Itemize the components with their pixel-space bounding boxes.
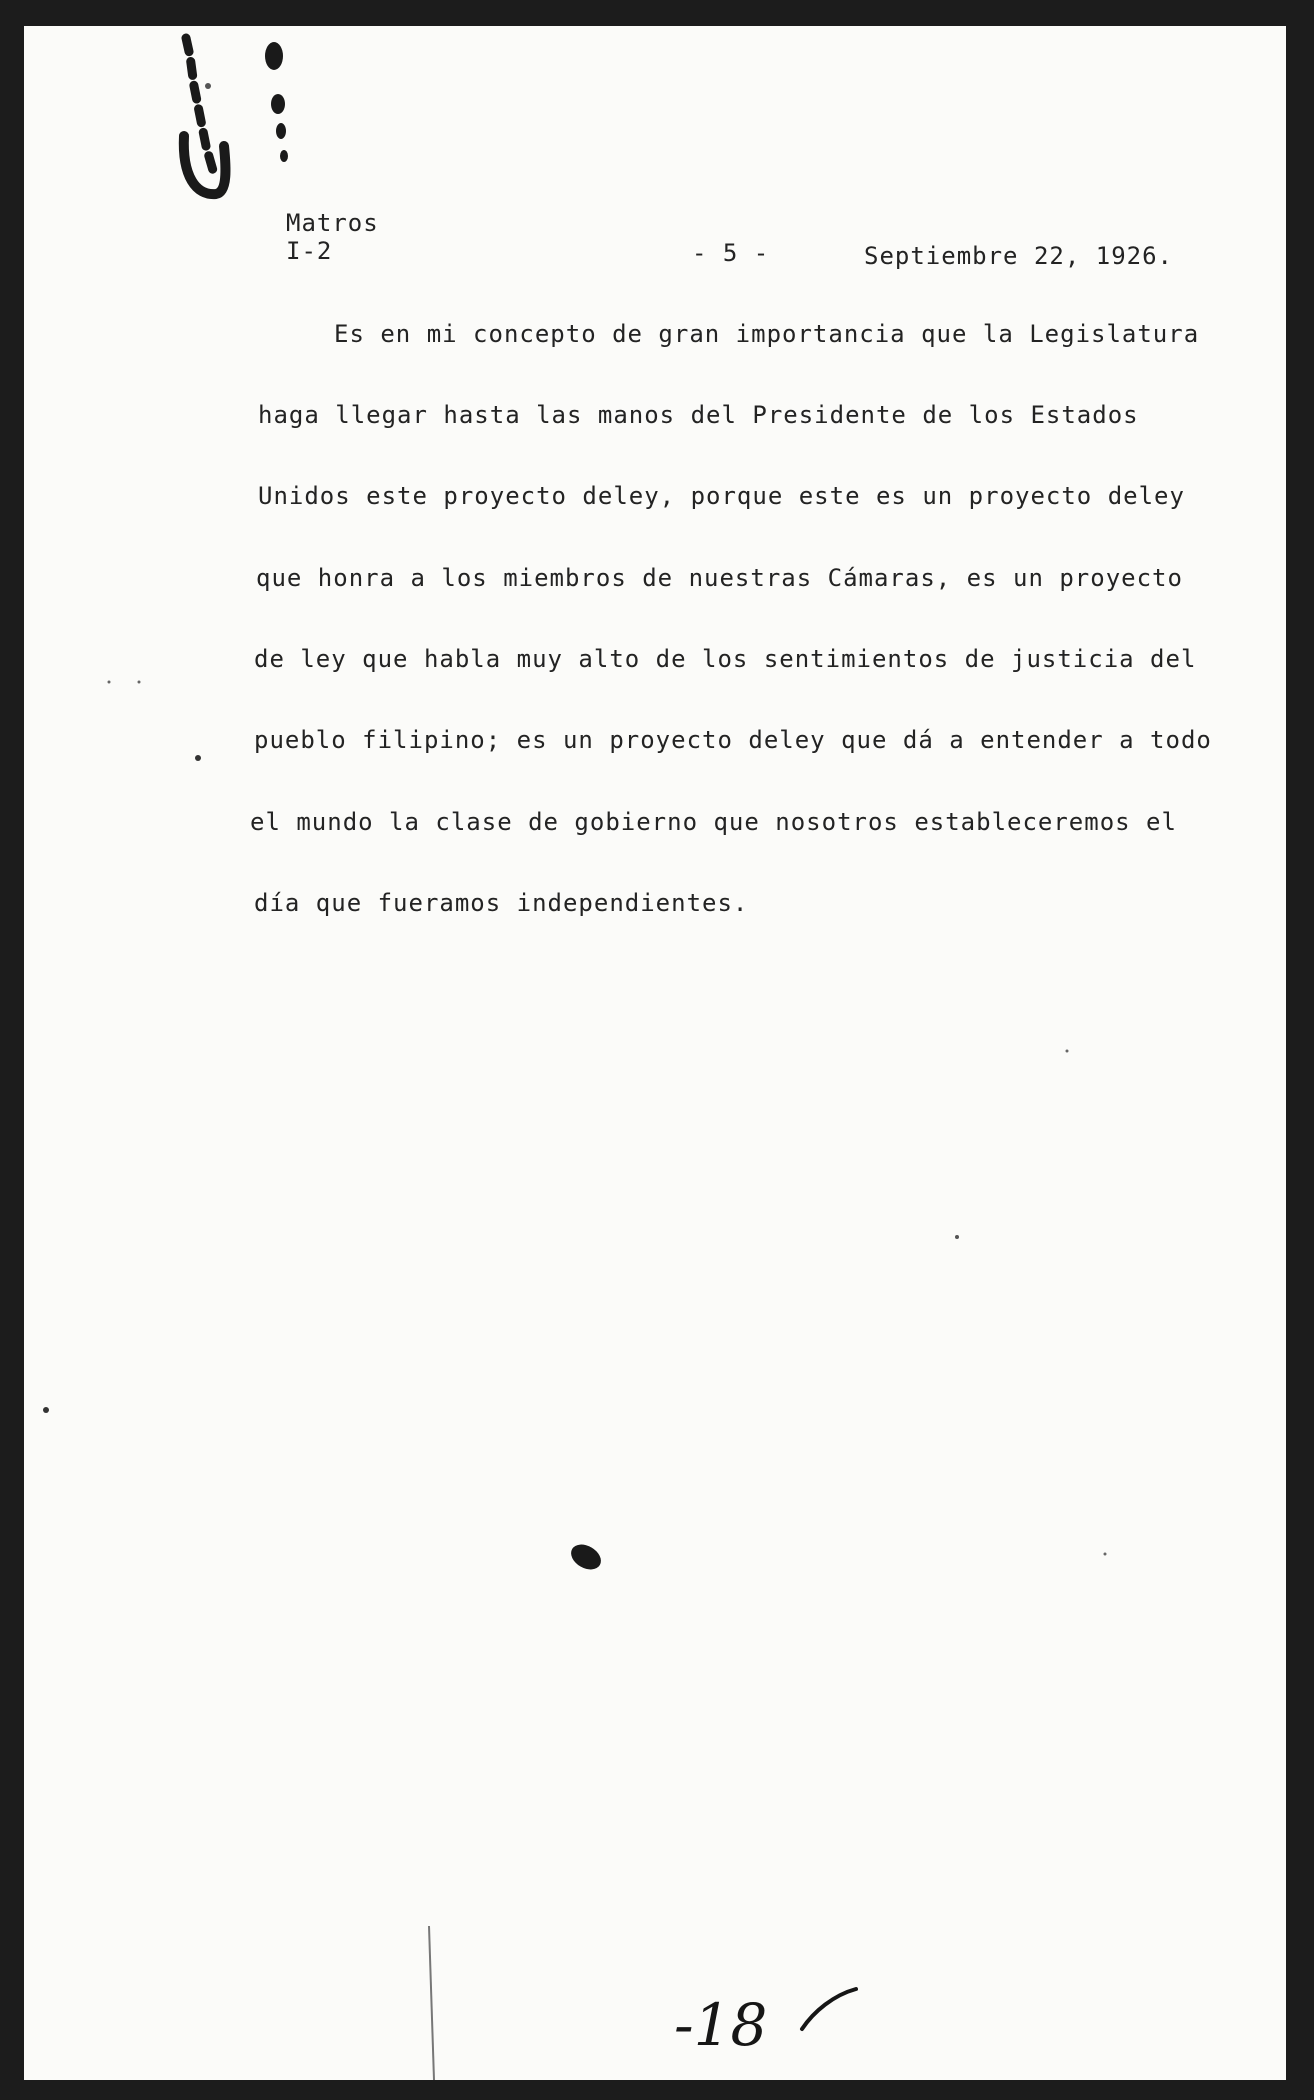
page-number: - 5 - (692, 239, 770, 267)
body-line-5: de ley que habla muy alto de los sentimientos de justicia del (254, 645, 1197, 673)
header-name: Matros (286, 209, 379, 237)
body-line-4: que honra a los miembros de nuestras Cámaras, es un proyecto (256, 564, 1183, 592)
body-line-1: Es en mi concepto de gran importancia que la Legislatura (334, 320, 1200, 348)
body-line-7: el mundo la clase de gobierno que nosotros estableceremos el (250, 808, 1177, 836)
paper-sheet (24, 26, 1286, 2080)
handwritten-stroke-mark (794, 1981, 864, 2041)
handwritten-page-number: -18 (674, 1991, 768, 2059)
body-line-3: Unidos este proyecto deley, porque este es un proyecto deley (258, 482, 1185, 510)
body-line-8: día que fueramos independientes. (254, 889, 749, 917)
body-line-2: haga llegar hasta las manos del Presidente de los Estados (258, 401, 1139, 429)
body-line-6: pueblo filipino; es un proyecto deley que dá a entender a todo (254, 726, 1212, 754)
ink-speck-marks (24, 26, 1286, 2080)
header-code: I-2 (286, 237, 333, 265)
document-date: Septiembre 22, 1926. (864, 242, 1173, 270)
